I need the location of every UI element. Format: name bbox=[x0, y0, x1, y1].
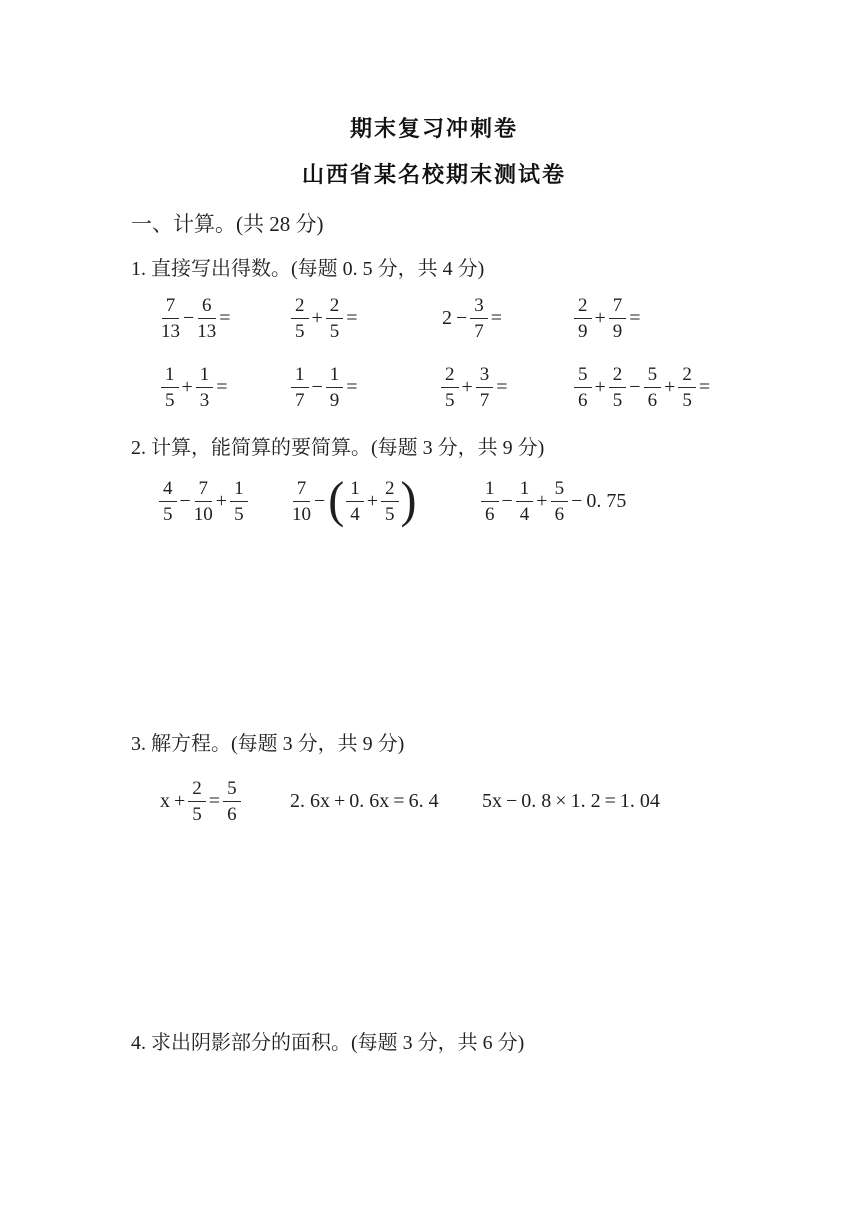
math-token: − bbox=[571, 489, 583, 512]
question-1-label: 1. 直接写出得数。(每题 0. 5 分，共 4 分) bbox=[131, 258, 485, 280]
math-token: + bbox=[311, 306, 323, 329]
math-token: − bbox=[506, 789, 518, 812]
parenthesis: ( bbox=[328, 472, 345, 529]
math-expression bbox=[480, 469, 628, 533]
math-token: 0. 6x bbox=[349, 789, 390, 812]
fraction: $\frac{7}{13}$ bbox=[161, 294, 180, 342]
math-token: − bbox=[629, 375, 641, 398]
math-expression bbox=[160, 291, 233, 345]
question-1-problems-row-2 bbox=[0, 360, 868, 414]
math-token: + bbox=[664, 375, 676, 398]
math-expression bbox=[291, 469, 418, 533]
math-token: + bbox=[594, 375, 606, 398]
fraction: $\frac{2}{5}$ bbox=[381, 478, 399, 525]
math-token: = bbox=[208, 789, 221, 812]
math-expression bbox=[440, 291, 504, 345]
fraction: $\frac{7}{10}$ bbox=[292, 477, 311, 525]
math-token: = bbox=[629, 306, 641, 329]
math-token: = bbox=[219, 306, 231, 329]
fraction: $\frac{7}{10}$ bbox=[193, 477, 213, 525]
math-token: = bbox=[698, 375, 711, 398]
fraction: $\frac{5}{6}$ bbox=[223, 778, 241, 825]
math-token: 0. 8 bbox=[521, 789, 552, 812]
fraction: $\frac{1}{4}$ bbox=[346, 478, 364, 525]
fraction: $\frac{2}{5}$ bbox=[609, 364, 627, 411]
fraction: $\frac{4}{5}$ bbox=[159, 478, 177, 525]
math-token: = bbox=[216, 375, 228, 398]
parenthesis: ) bbox=[400, 472, 417, 529]
math-token: = bbox=[496, 375, 508, 398]
math-token: x bbox=[160, 789, 170, 812]
math-token: − bbox=[183, 306, 195, 329]
math-expression bbox=[290, 360, 360, 414]
math-token: 6. 4 bbox=[408, 789, 439, 812]
math-token: − bbox=[311, 375, 323, 398]
math-expression bbox=[160, 360, 230, 414]
fraction: $\frac{5}{6}$ bbox=[574, 364, 592, 411]
fraction: $\frac{1}{7}$ bbox=[291, 364, 309, 411]
math-token: − bbox=[501, 489, 513, 512]
math-token: + bbox=[215, 489, 228, 512]
question-1-problems-row-1 bbox=[0, 291, 868, 345]
fraction: $\frac{1}{5}$ bbox=[230, 478, 248, 525]
math-expression bbox=[288, 769, 441, 833]
math-token: + bbox=[536, 489, 548, 512]
math-expression bbox=[573, 360, 712, 414]
math-expression bbox=[440, 360, 510, 414]
question-2-label: 2. 计算，能简算的要简算。(每题 3 分，共 9 分) bbox=[131, 437, 545, 459]
fraction: $\frac{2}{9}$ bbox=[574, 295, 592, 342]
section-1-heading: 一、计算。(共 28 分) bbox=[131, 212, 324, 236]
fraction: $\frac{1}{5}$ bbox=[161, 364, 179, 411]
math-token: 1. 04 bbox=[619, 789, 660, 812]
math-token: = bbox=[346, 306, 358, 329]
math-token: − bbox=[456, 306, 468, 329]
math-expression bbox=[290, 291, 360, 345]
math-token: − bbox=[314, 489, 326, 512]
fraction: $\frac{3}{7}$ bbox=[476, 364, 494, 411]
math-token: = bbox=[604, 789, 616, 812]
fraction: $\frac{2}{5}$ bbox=[441, 364, 459, 411]
math-token: + bbox=[174, 789, 186, 812]
fraction: $\frac{6}{13}$ bbox=[197, 294, 217, 342]
math-expression bbox=[573, 291, 643, 345]
math-token: 1. 2 bbox=[570, 789, 601, 812]
fraction: $\frac{2}{5}$ bbox=[326, 295, 344, 342]
math-token: 2 bbox=[442, 306, 452, 329]
fraction: $\frac{3}{7}$ bbox=[470, 295, 488, 342]
math-token: + bbox=[461, 375, 473, 398]
math-token: + bbox=[594, 306, 606, 329]
fraction: $\frac{2}{5}$ bbox=[188, 778, 206, 825]
math-token: = bbox=[346, 375, 358, 398]
math-expression bbox=[480, 769, 662, 833]
fraction: $\frac{5}{6}$ bbox=[644, 364, 662, 411]
math-token: = bbox=[490, 306, 503, 329]
fraction: $\frac{1}{4}$ bbox=[516, 478, 534, 525]
fraction: $\frac{7}{9}$ bbox=[609, 295, 627, 342]
math-expression bbox=[158, 469, 249, 533]
math-token: 0. 75 bbox=[586, 489, 627, 512]
question-2-problems-row bbox=[0, 469, 868, 533]
question-3-problems-row bbox=[0, 769, 868, 833]
math-token: − bbox=[179, 489, 191, 512]
page-subtitle: 山西省某名校期末测试卷 bbox=[301, 162, 566, 187]
math-token: 2. 6x bbox=[290, 789, 330, 812]
math-token: + bbox=[334, 789, 346, 812]
fraction: $\frac{1}{6}$ bbox=[481, 478, 499, 525]
math-token: + bbox=[366, 489, 379, 512]
fraction: $\frac{5}{6}$ bbox=[551, 478, 569, 525]
page-title: 期末复习冲刺卷 bbox=[349, 116, 518, 141]
math-token: × bbox=[555, 789, 567, 812]
math-expression bbox=[158, 769, 242, 833]
question-4-label: 4. 求出阴影部分的面积。(每题 3 分，共 6 分) bbox=[131, 1032, 525, 1054]
fraction: $\frac{1}{3}$ bbox=[196, 364, 214, 411]
fraction: $\frac{2}{5}$ bbox=[291, 295, 309, 342]
math-token: + bbox=[181, 375, 193, 398]
math-token: 5x bbox=[482, 789, 502, 812]
fraction: $\frac{2}{5}$ bbox=[678, 364, 696, 411]
fraction: $\frac{1}{9}$ bbox=[326, 364, 344, 411]
question-3-label: 3. 解方程。(每题 3 分，共 9 分) bbox=[131, 733, 405, 755]
math-token: = bbox=[393, 789, 405, 812]
